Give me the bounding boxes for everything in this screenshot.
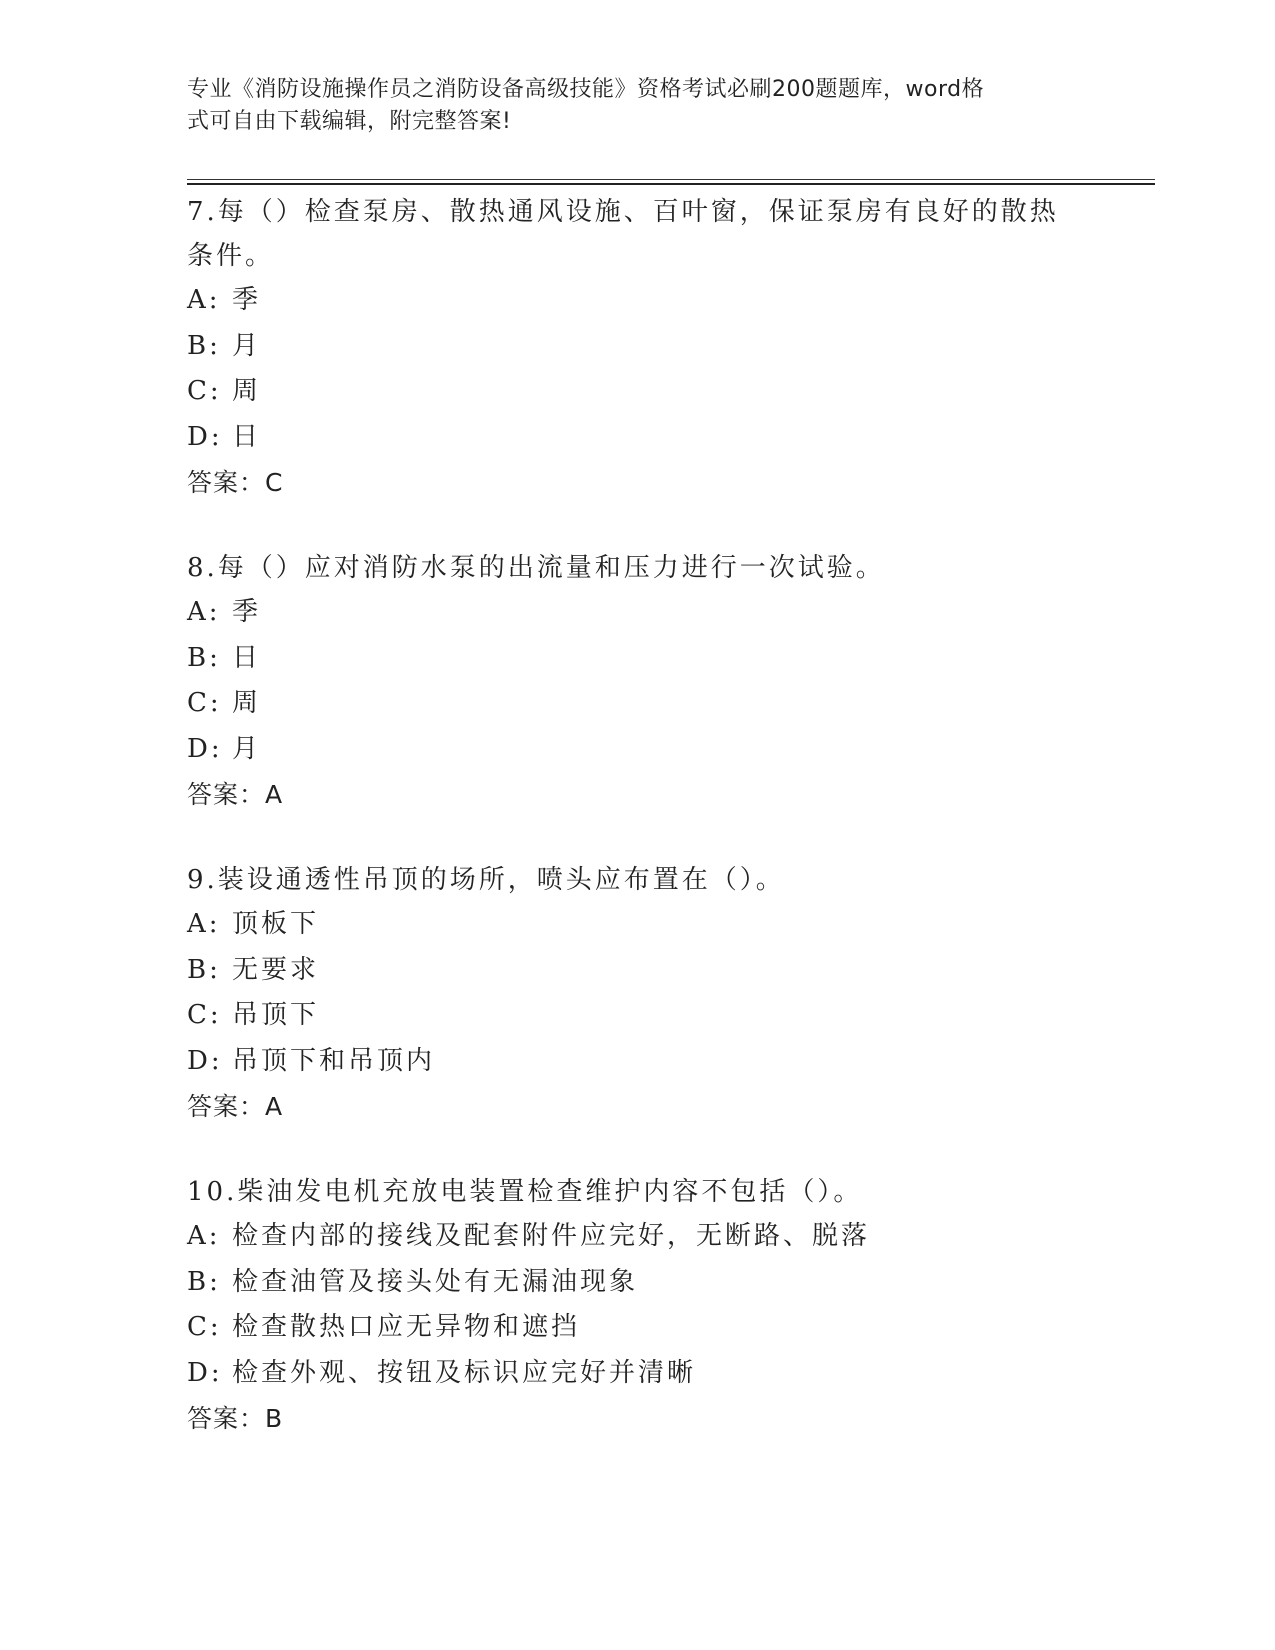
header-line-1: 专业《消防设施操作员之消防设备高级技能》资格考试必刷200题题库，word格 <box>187 77 985 102</box>
option-letter: B: <box>187 642 221 673</box>
option-b <box>187 1260 1087 1306</box>
option-letter: A: <box>187 597 221 627</box>
header-line-2: 式可自由下载编辑，附完整答案! <box>187 109 512 134</box>
option-text: 无要求 <box>232 954 320 985</box>
option-a <box>187 590 1087 636</box>
option-c <box>187 681 1087 727</box>
option-d <box>187 727 1087 773</box>
option-text: 检查外观、按钮及标识应完好并清晰 <box>232 1357 697 1388</box>
option-a <box>187 902 1087 948</box>
question-stem <box>187 546 1087 590</box>
option-text: 检查内部的接线及配套附件应完好，无断路、脱落 <box>232 1221 871 1251</box>
option-d <box>187 1351 1087 1397</box>
option-text: 吊顶下和吊顶内 <box>232 1045 436 1076</box>
question-7 <box>187 190 1087 506</box>
question-stem-line-1: 10.柴油发电机充放电装置检查维护内容不包括（）。 <box>187 1177 863 1207</box>
option-letter: C: <box>187 688 222 718</box>
question-8 <box>187 546 1087 818</box>
option-a <box>187 1214 1087 1260</box>
option-d <box>187 415 1087 461</box>
question-stem <box>187 1170 1087 1214</box>
header-divider-thick <box>187 183 1155 185</box>
option-text: 季 <box>232 597 262 627</box>
option-text: 月 <box>232 733 262 764</box>
option-text: 日 <box>232 421 262 452</box>
question-9 <box>187 858 1087 1130</box>
option-text: 季 <box>232 285 262 315</box>
option-letter: A: <box>187 285 221 315</box>
option-text: 顶板下 <box>232 909 320 939</box>
option-b <box>187 948 1087 994</box>
answer-line: 答案：A <box>187 780 284 809</box>
option-letter: D: <box>187 733 223 764</box>
header-divider-thin <box>187 179 1155 180</box>
option-text: 周 <box>232 376 262 406</box>
option-text: 周 <box>232 688 262 718</box>
option-d <box>187 1039 1087 1085</box>
option-text: 吊顶下 <box>232 1000 320 1030</box>
option-letter: C: <box>187 1000 222 1030</box>
option-letter: C: <box>187 376 222 406</box>
option-b <box>187 324 1087 370</box>
question-stem-line-1: 7.每（）检查泵房、散热通风设施、百叶窗，保证泵房有良好的散热 <box>187 197 1059 227</box>
option-c <box>187 1305 1087 1351</box>
option-letter: B: <box>187 330 221 361</box>
option-text: 日 <box>232 642 262 673</box>
option-c <box>187 369 1087 415</box>
option-letter: C: <box>187 1312 222 1342</box>
option-letter: B: <box>187 954 221 985</box>
answer-line: 答案：A <box>187 1092 284 1121</box>
option-b <box>187 636 1087 682</box>
question-10 <box>187 1170 1087 1442</box>
question-stem-line-1: 8.每（）应对消防水泵的出流量和压力进行一次试验。 <box>187 553 885 583</box>
question-stem <box>187 858 1087 902</box>
option-letter: A: <box>187 909 221 939</box>
document-header <box>187 74 1077 138</box>
answer-line: 答案：B <box>187 1404 284 1433</box>
question-stem-line-1: 9.装设通透性吊顶的场所，喷头应布置在（）。 <box>187 865 785 895</box>
option-letter: D: <box>187 1045 223 1076</box>
question-stem <box>187 190 1087 278</box>
option-letter: D: <box>187 421 223 452</box>
option-letter: B: <box>187 1266 221 1297</box>
option-text: 月 <box>232 330 262 361</box>
option-letter: D: <box>187 1357 223 1388</box>
option-a <box>187 278 1087 324</box>
option-text: 检查散热口应无异物和遮挡 <box>232 1312 581 1342</box>
option-text: 检查油管及接头处有无漏油现象 <box>232 1266 639 1297</box>
question-list <box>187 190 1087 1482</box>
option-letter: A: <box>187 1221 221 1251</box>
option-c <box>187 993 1087 1039</box>
question-stem-line-2: 条件。 <box>187 241 275 271</box>
answer-line: 答案：C <box>187 468 284 497</box>
